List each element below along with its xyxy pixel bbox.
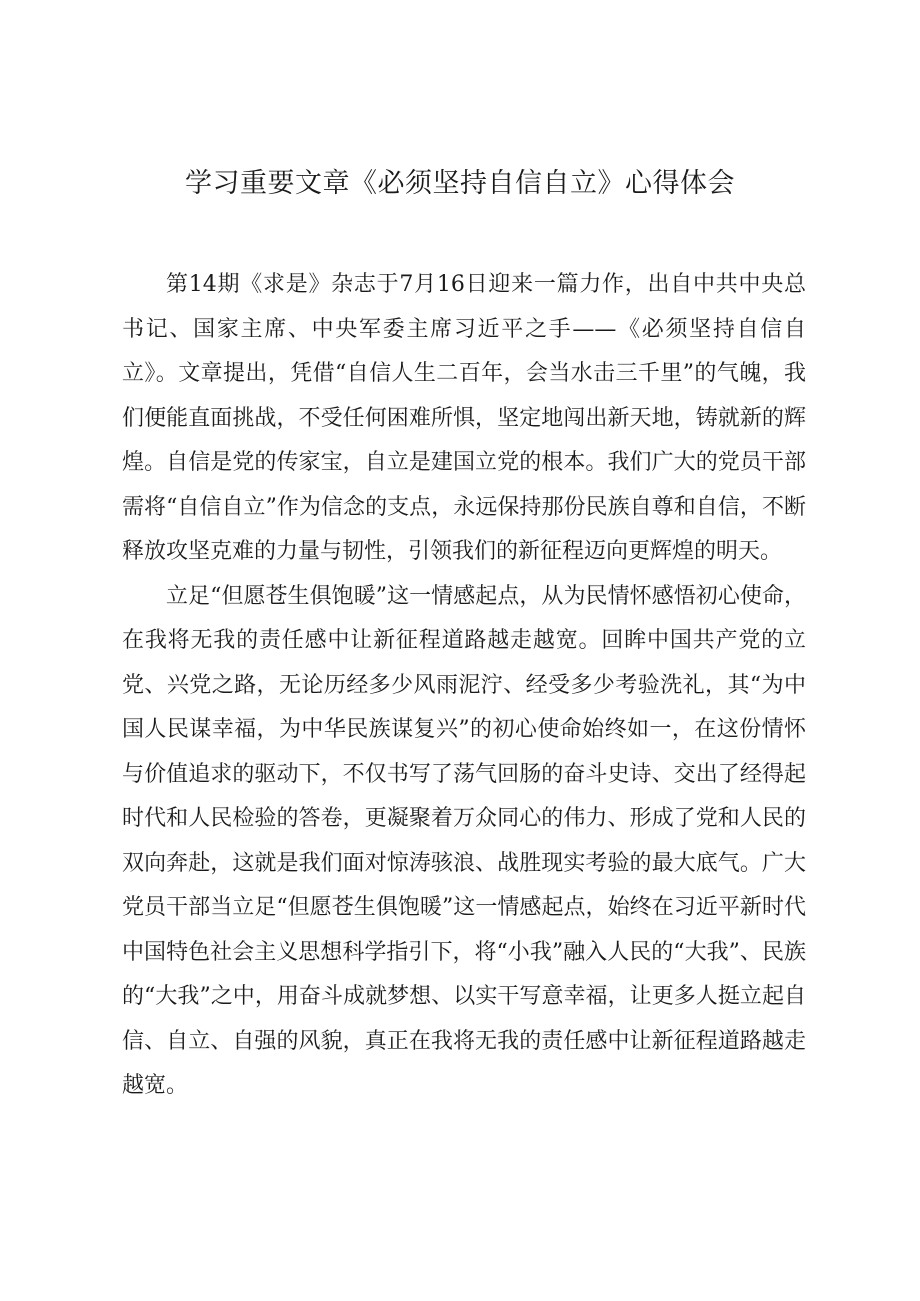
- document-body: [122, 263, 806, 1109]
- document-title: 学习重要文章《必须坚持自信自立》心得体会: [185, 168, 735, 199]
- paragraph-2: 立足“但愿苍生俱饱暖”这一情感起点，从为民情怀感悟初心使命，在我将无我的责任感中让新征程道路越走越宽。回眸中国共产党的立党、兴党之路，无论历经多少风雨泥泞、经受多少考验洗礼，其“为中国人民谋幸福，为中华民族谋复兴”的初心使命始终如一，在这份情怀与价值追求的驱动下，不仅书写了荡气回肠的奋斗史诗、交出了经得起时代和人民检验的答卷，更凝聚着万众同心的伟力、形成了党和人民的双向奔赴，这就是我们面对惊涛骇浪、战胜现实考验的最大底气。广大党员干部当立足“但愿苍生俱饱暖”这一情感起点，始终在习近平新时代中国特色社会主义思想科学指引下，将“小我”融入人民的“大我”、民族的“大我”之中，用奋斗成就梦想、以实干写意幸福，让更多人挺立起自信、自立、自强的风貌，真正在我将无我的责任感中让新征程道路越走越宽。: [122, 583, 806, 1098]
- paragraph-1: 第14期《求是》杂志于7月16日迎来一篇力作，出自中共中央总书记、国家主席、中央军委主席习近平之手——《必须坚持自信自立》。文章提出，凭借“自信人生二百年，会当水击三千里”的气魄，我们便能直面挑战，不受任何困难所惧，坚定地闯出新天地，铸就新的辉煌。自信是党的传家宝，自立是建国立党的根本。我们广大的党员干部需将“自信自立”作为信念的支点，永远保持那份民族自尊和自信，不断释放攻坚克难的力量与韧性，引领我们的新征程迈向更辉煌的明天。: [122, 272, 806, 564]
